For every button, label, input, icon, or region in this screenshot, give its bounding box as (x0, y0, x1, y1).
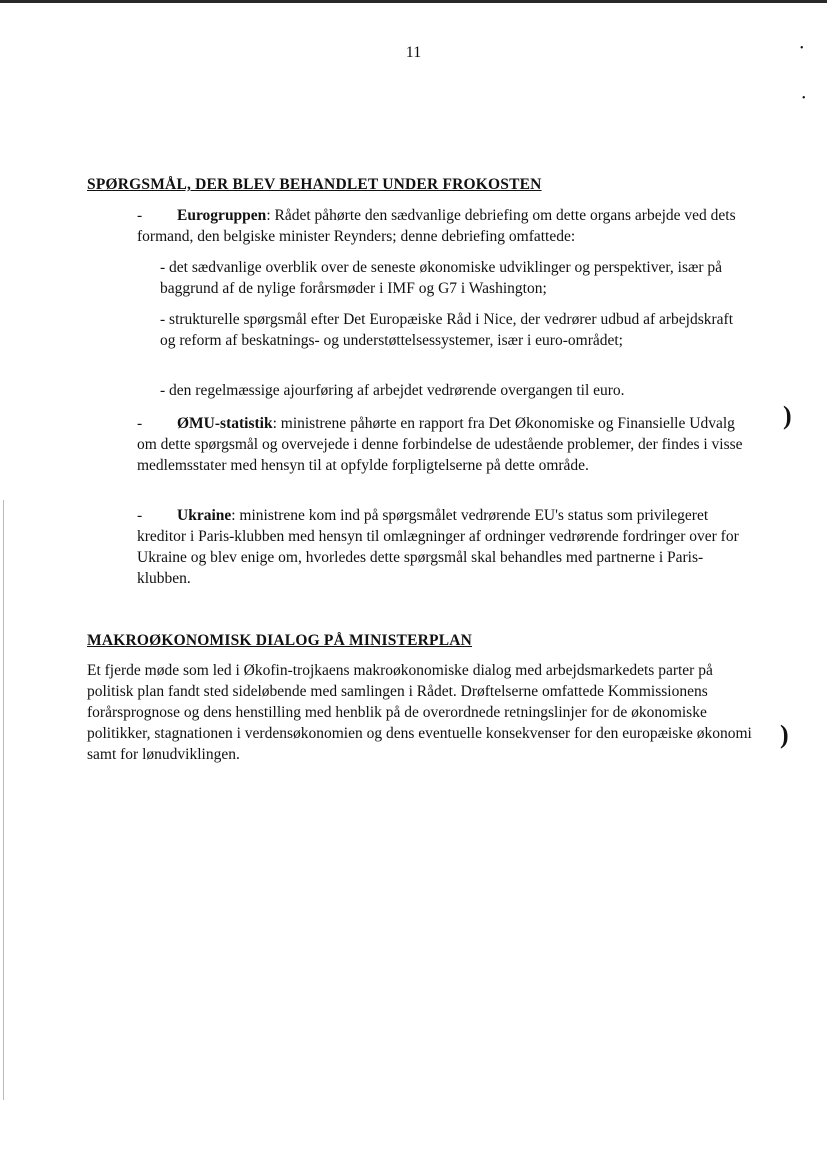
list-item-ukraine (137, 505, 752, 589)
sub-item: - det sædvanlige overblik over de seneste økonomiske udviklinger og perspektiver, især på baggrund af de nylige forårsmøder i IMF og G7 i Washington; (160, 259, 722, 297)
item-term: ØMU-statistik (177, 415, 273, 432)
section-heading-dialog: MAKROØKONOMISK DIALOG PÅ MINISTERPLAN (87, 632, 473, 649)
scan-speck: • (800, 43, 804, 54)
top-border-line (0, 0, 827, 3)
sub-item: - den regelmæssige ajourføring af arbejdet vedrørende overgangen til euro. (160, 382, 625, 399)
dialog-paragraph: Et fjerde møde som led i Økofin-trojkaens makroøkonomiske dialog med arbejdsmarkedets parter på politisk plan fandt sted sideløbende med samlingen i Rådet. Drøftelserne omfattede Kommissionens forårsprognose og dens henstilling med henblik på de overordnede retningslinjer for de økonomiske politikker, stagnationen i verdensøkonomien og dens eventuelle konsekvenser for den europæiske økonomi samt for lønudviklingen. (87, 662, 752, 763)
section-heading-breakfast: SPØRGSMÅL, DER BLEV BEHANDLET UNDER FROKOSTEN (87, 176, 542, 193)
list-item-eurogruppen (137, 205, 752, 247)
item-dash: - (137, 415, 143, 432)
item-dash: - (137, 207, 143, 224)
margin-mark: ) (780, 720, 789, 749)
page-number: 11 (405, 44, 422, 61)
list-item-omu-statistik (137, 413, 752, 476)
item-term: Ukraine (177, 507, 232, 524)
item-text: : ministrene påhørte en rapport fra Det Økonomiske og Finansielle Udvalg om dette spørgsmål og overvejede i denne forbindelse de udestående problemer, der findes i visse medlemsstater med hensyn til at opfylde forpligtelserne på dette område. (137, 415, 743, 474)
item-term: Eurogruppen (177, 207, 267, 224)
left-edge-line (3, 500, 4, 1100)
margin-mark: ) (783, 401, 792, 430)
item-dash: - (137, 507, 143, 524)
item-text: : Rådet påhørte den sædvanlige debriefing om dette organs arbejde ved dets formand, den belgiske minister Reynders; denne debriefing omfattede: (137, 207, 736, 245)
sub-item: - strukturelle spørgsmål efter Det Europæiske Råd i Nice, der vedrører udbud af arbejdskraft og reform af beskatnings- og understøttelsessystemer, især i euro-området; (160, 311, 734, 349)
item-text: : ministrene kom ind på spørgsmålet vedrørende EU's status som privilegeret kreditor i Paris-klubben med hensyn til omlægninger af ordninger vedrørende fordringer over for Ukraine og blev enige om, hvorledes dette spørgsmål skal behandles med partnerne i Paris-klubben. (137, 507, 739, 587)
scan-speck: • (802, 93, 806, 104)
